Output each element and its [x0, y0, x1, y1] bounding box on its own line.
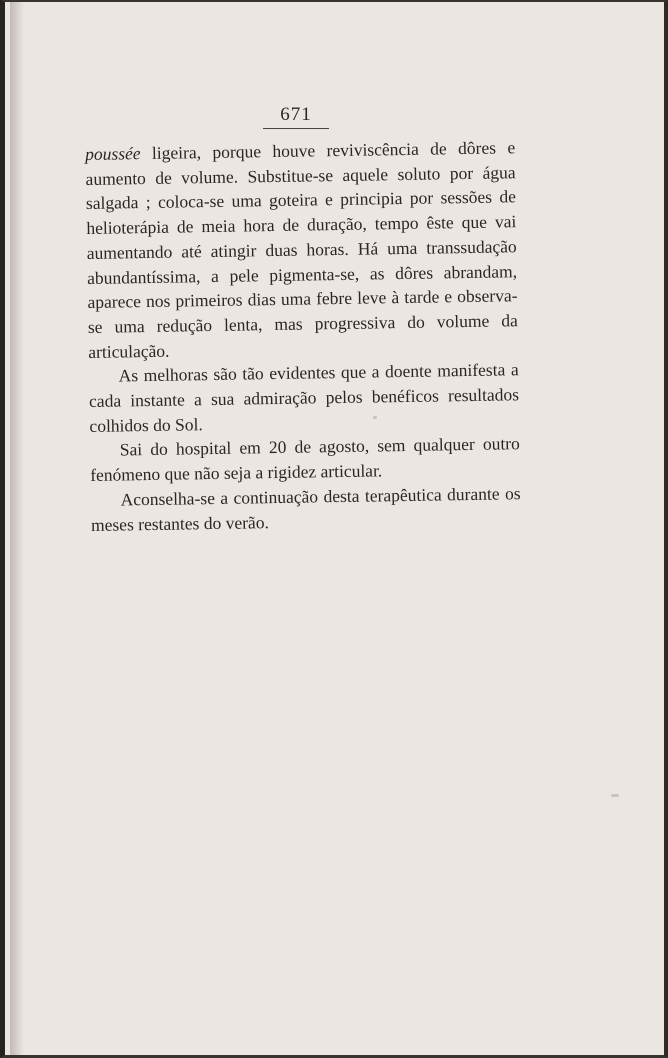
body-text: [85, 135, 521, 537]
paper-speck: [373, 416, 377, 419]
paragraph-1-text: ligeira, porque houve reviviscência de dôres e aumento de volume. Substitue-se aquele soluto por água salgada ; coloca-se uma goteira e principia por sessões de helioterápia de meia hora de duração, tempo êste que vai aumentando até atingir duas horas. Há uma transsudação abundantíssima, a pele pigmenta-se, as dôres abrandam, aparece nos primeiros dias uma febre leve à tarde e observa-se uma redução lenta, mas progressiva do volume da articulação.: [85, 137, 519, 362]
paragraph-4: Aconselha-se a continuação desta terapêutica durante os meses restantes do verão.: [90, 483, 521, 535]
italic-term: poussée: [85, 143, 141, 164]
paper-speck: [611, 794, 619, 797]
paragraph-2: As melhoras são tão evidentes que a doente manifesta a cada instante a sua admiração pelos benéficos resultados colhidos do Sol.: [88, 359, 520, 436]
page-number-rule: [263, 128, 329, 129]
page-number: 671: [280, 104, 312, 125]
gutter-shadow: [10, 2, 24, 1055]
paragraph-3: Sai do hospital em 20 de agosto, sem qualquer outro fenómeno que não seja a rigidez articular.: [90, 433, 520, 486]
paragraph-1: [85, 135, 518, 364]
